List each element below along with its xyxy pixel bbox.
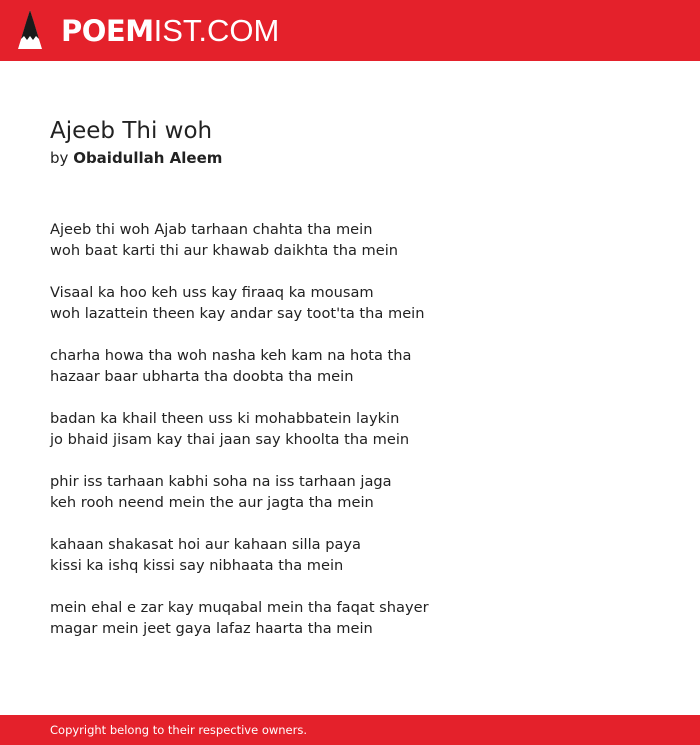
logo-wordmark-light: IST.COM — [153, 12, 280, 48]
poem-stanza — [50, 219, 650, 261]
poem-line: hazaar baar ubharta tha doobta tha mein — [50, 368, 354, 385]
byline-prefix: by — [50, 149, 69, 167]
site-header — [0, 0, 700, 61]
poem-line: magar mein jeet gaya lafaz haarta tha mein — [50, 620, 373, 637]
poem-line: phir iss tarhaan kabhi soha na iss tarhaan jaga — [50, 473, 392, 490]
poem-line: Ajeeb thi woh Ajab tarhaan chahta tha mein — [50, 221, 373, 238]
poem-line: keh rooh neend mein the aur jagta tha mein — [50, 494, 374, 511]
poem-line: badan ka khail theen uss ki mohabbatein laykin — [50, 410, 400, 427]
logo-wordmark-bold: POEM — [61, 13, 154, 48]
poem-author-link[interactable]: Obaidullah Aleem — [73, 149, 223, 167]
poem-line: woh baat karti thi aur khawab daikhta tha mein — [50, 242, 399, 259]
site-logo-link[interactable] — [17, 8, 279, 52]
poem-stanza — [50, 282, 650, 324]
poem-line: charha howa tha woh nasha keh kam na hota tha — [50, 347, 412, 364]
poem-line: kissi ka ishq kissi say nibhaata tha mein — [50, 557, 344, 574]
poem-title: Ajeeb Thi woh — [50, 118, 213, 144]
pencil-logo-icon — [17, 9, 43, 51]
poem-body — [50, 219, 650, 639]
poem-stanza — [50, 471, 650, 513]
poem-byline — [50, 146, 650, 170]
site-logo-text — [61, 12, 280, 48]
site-footer — [0, 715, 700, 745]
poem-line: Visaal ka hoo keh uss kay firaaq ka mousam — [50, 284, 374, 301]
poem-line: jo bhaid jisam kay thai jaan say khoolta tha mein — [50, 431, 410, 448]
poem-stanza — [50, 534, 650, 576]
poem-stanza — [50, 345, 650, 387]
poem-stanza — [50, 408, 650, 450]
poem-stanza — [50, 597, 650, 639]
footer-copyright: Copyright belong to their respective owners. — [50, 723, 308, 737]
poem-line: kahaan shakasat hoi aur kahaan silla paya — [50, 536, 362, 553]
poem-line: mein ehal e zar kay muqabal mein tha faqat shayer — [50, 599, 429, 616]
poem-content — [50, 116, 650, 660]
poem-line: woh lazattein theen kay andar say toot'ta tha mein — [50, 305, 425, 322]
